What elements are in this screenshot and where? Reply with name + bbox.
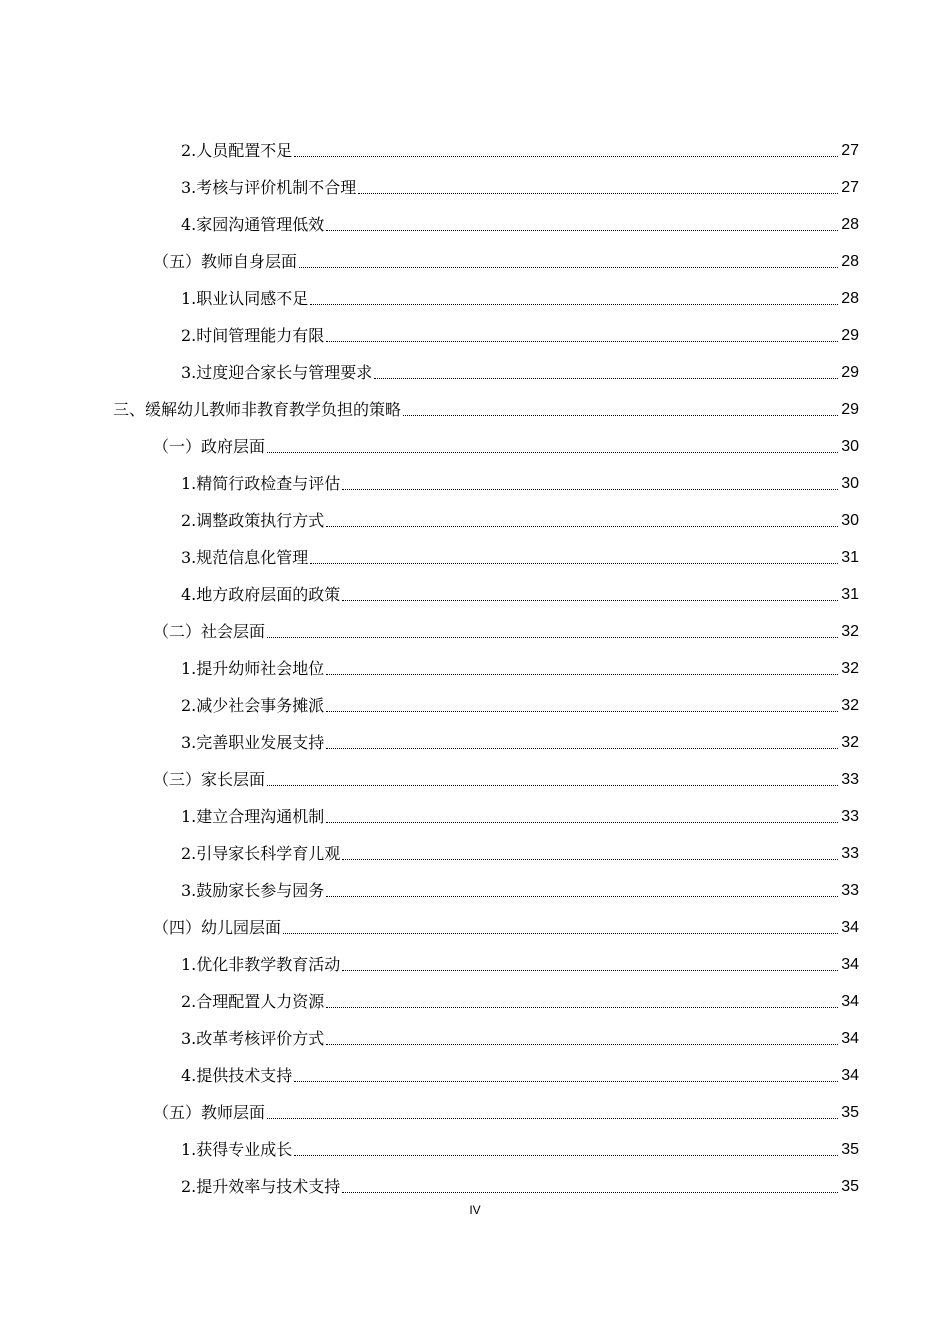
- toc-page-number: 33: [841, 771, 859, 788]
- toc-entry-title: 3.过度迎合家长与管理要求: [181, 363, 373, 382]
- toc-dot-leader: [326, 896, 838, 897]
- toc-entry-title: 3.鼓励家长参与园务: [181, 881, 325, 900]
- toc-dot-leader: [326, 1007, 838, 1008]
- toc-dot-leader: [299, 267, 838, 268]
- toc-entry-title: 2.调整政策执行方式: [181, 511, 325, 530]
- toc-entry-title: 3.规范信息化管理: [181, 548, 309, 567]
- toc-entry-title: （一）政府层面: [153, 437, 266, 456]
- toc-page-number: 30: [841, 475, 859, 492]
- toc-entry[interactable]: [153, 1092, 950, 1129]
- toc-entry-title: 2.减少社会事务摊派: [181, 696, 325, 715]
- toc-entry-title: 2.提升效率与技术支持: [181, 1177, 341, 1196]
- toc-entry[interactable]: [181, 796, 950, 833]
- toc-page-number: 29: [841, 327, 859, 344]
- toc-entry[interactable]: [181, 537, 950, 574]
- toc-dot-leader: [358, 193, 838, 194]
- toc-entry[interactable]: [153, 611, 950, 648]
- toc-page-number: 27: [841, 142, 859, 159]
- toc-entry-title: 1.建立合理沟通机制: [181, 807, 325, 826]
- toc-dot-leader: [326, 230, 838, 231]
- toc-dot-leader: [310, 563, 838, 564]
- toc-entry[interactable]: [181, 204, 950, 241]
- table-of-contents: [0, 130, 950, 1203]
- toc-page-number: 33: [841, 882, 859, 899]
- toc-page-number: 28: [841, 216, 859, 233]
- toc-entry-title: 1.优化非教学教育活动: [181, 955, 341, 974]
- toc-entry-title: （四）幼儿园层面: [153, 918, 282, 937]
- toc-page-number: 32: [841, 697, 859, 714]
- toc-entry-title: 2.合理配置人力资源: [181, 992, 325, 1011]
- toc-entry-title: 3.完善职业发展支持: [181, 733, 325, 752]
- toc-entry[interactable]: [181, 833, 950, 870]
- toc-entry[interactable]: [181, 130, 950, 167]
- toc-entry[interactable]: [181, 648, 950, 685]
- toc-entry[interactable]: [181, 722, 950, 759]
- toc-dot-leader: [326, 822, 838, 823]
- toc-page-number: 35: [841, 1104, 859, 1121]
- toc-entry[interactable]: [181, 685, 950, 722]
- toc-dot-leader: [342, 970, 838, 971]
- toc-entry[interactable]: [181, 574, 950, 611]
- toc-entry[interactable]: [181, 278, 950, 315]
- toc-entry[interactable]: [181, 981, 950, 1018]
- toc-entry-title: （三）家长层面: [153, 770, 266, 789]
- toc-dot-leader: [374, 378, 838, 379]
- toc-entry-title: 1.获得专业成长: [181, 1140, 293, 1159]
- toc-entry-title: （五）教师层面: [153, 1103, 266, 1122]
- toc-page-number: 34: [841, 919, 859, 936]
- toc-page-number: 28: [841, 253, 859, 270]
- toc-entry-title: 4.地方政府层面的政策: [181, 585, 341, 604]
- toc-page-number: 32: [841, 623, 859, 640]
- toc-entry-title: （五）教师自身层面: [153, 252, 298, 271]
- toc-entry-title: 三、缓解幼儿教师非教育教学负担的策略: [113, 400, 402, 419]
- toc-page-number: 30: [841, 512, 859, 529]
- toc-page-number: 32: [841, 660, 859, 677]
- toc-entry[interactable]: [113, 389, 950, 426]
- toc-entry-title: （二）社会层面: [153, 622, 266, 641]
- toc-dot-leader: [326, 1044, 838, 1045]
- toc-page-number: 31: [841, 586, 859, 603]
- toc-dot-leader: [267, 785, 838, 786]
- toc-page-number: 35: [841, 1141, 859, 1158]
- toc-entry[interactable]: [153, 241, 950, 278]
- toc-page-number: 33: [841, 845, 859, 862]
- toc-page-number: 29: [841, 364, 859, 381]
- toc-page-number: 30: [841, 438, 859, 455]
- toc-dot-leader: [342, 600, 838, 601]
- toc-entry[interactable]: [181, 500, 950, 537]
- toc-dot-leader: [342, 859, 838, 860]
- toc-dot-leader: [326, 341, 838, 342]
- toc-entry[interactable]: [153, 426, 950, 463]
- toc-entry-title: 2.时间管理能力有限: [181, 326, 325, 345]
- toc-dot-leader: [283, 933, 838, 934]
- toc-dot-leader: [267, 637, 838, 638]
- toc-dot-leader: [342, 1192, 838, 1193]
- toc-dot-leader: [342, 489, 838, 490]
- toc-entry[interactable]: [181, 352, 950, 389]
- toc-page-number: 34: [841, 1067, 859, 1084]
- toc-page-number: 32: [841, 734, 859, 751]
- toc-dot-leader: [294, 156, 838, 157]
- toc-entry[interactable]: [181, 1018, 950, 1055]
- toc-entry[interactable]: [181, 1129, 950, 1166]
- toc-dot-leader: [326, 711, 838, 712]
- toc-entry-title: 1.职业认同感不足: [181, 289, 309, 308]
- toc-entry-title: 4.家园沟通管理低效: [181, 215, 325, 234]
- toc-entry[interactable]: [181, 315, 950, 352]
- toc-page-number: 31: [841, 549, 859, 566]
- toc-entry[interactable]: [181, 944, 950, 981]
- toc-dot-leader: [310, 304, 838, 305]
- toc-dot-leader: [326, 748, 838, 749]
- toc-entry-title: 3.考核与评价机制不合理: [181, 178, 357, 197]
- toc-page-number: 34: [841, 993, 859, 1010]
- toc-entry[interactable]: [153, 907, 950, 944]
- toc-page-number: 27: [841, 179, 859, 196]
- toc-entry-title: 1.精简行政检查与评估: [181, 474, 341, 493]
- toc-dot-leader: [267, 1118, 838, 1119]
- toc-entry[interactable]: [181, 1055, 950, 1092]
- toc-page-number: 34: [841, 956, 859, 973]
- toc-entry-title: 1.提升幼师社会地位: [181, 659, 325, 678]
- toc-page-number: 33: [841, 808, 859, 825]
- page-number-footer: IV: [469, 1203, 481, 1217]
- toc-entry[interactable]: [181, 167, 950, 204]
- toc-entry[interactable]: [181, 463, 950, 500]
- toc-dot-leader: [294, 1155, 838, 1156]
- toc-entry[interactable]: [181, 870, 950, 907]
- toc-dot-leader: [403, 415, 838, 416]
- toc-dot-leader: [267, 452, 838, 453]
- toc-page-number: 35: [841, 1178, 859, 1195]
- toc-entry-title: 4.提供技术支持: [181, 1066, 293, 1085]
- toc-dot-leader: [326, 526, 838, 527]
- toc-page-number: 34: [841, 1030, 859, 1047]
- toc-dot-leader: [326, 674, 838, 675]
- toc-entry-title: 2.引导家长科学育儿观: [181, 844, 341, 863]
- toc-entry-title: 3.改革考核评价方式: [181, 1029, 325, 1048]
- toc-dot-leader: [294, 1081, 838, 1082]
- toc-entry[interactable]: [181, 1166, 950, 1203]
- toc-page-number: 29: [841, 401, 859, 418]
- toc-entry[interactable]: [153, 759, 950, 796]
- toc-page-number: 28: [841, 290, 859, 307]
- toc-entry-title: 2.人员配置不足: [181, 141, 293, 160]
